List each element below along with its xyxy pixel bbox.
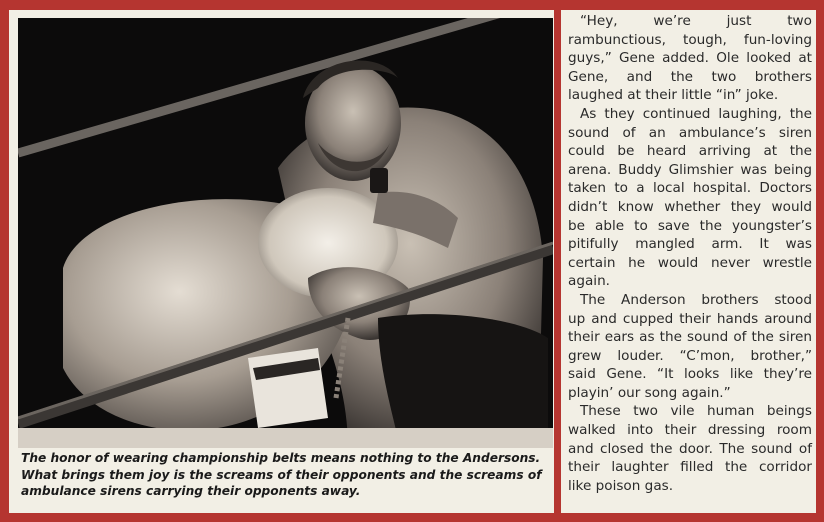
- article-line: sound of an ambulance’s siren: [568, 124, 812, 141]
- article-line: grew louder. “C’mon, brother,”: [568, 347, 812, 364]
- article-line: be able to save the youngster’s: [568, 217, 812, 234]
- wrestling-photo: [18, 18, 553, 448]
- caption-line: What brings them joy is the screams of their opponents and the screams of: [21, 467, 542, 482]
- article-line: As they continued laughing, the: [580, 105, 812, 122]
- article-panel: [561, 10, 816, 513]
- article-line: and closed the door. The sound of: [568, 440, 812, 457]
- photo-panel: [9, 10, 554, 513]
- article-line: said Gene. “It looks like they’re: [568, 366, 812, 383]
- article-line: These two vile human beings: [580, 403, 812, 420]
- article-line: their laughter filled the corridor: [568, 459, 812, 476]
- article-line: playin’ our song again.”: [568, 384, 731, 401]
- caption-line: ambulance sirens carrying their opponents away.: [21, 484, 361, 498]
- article-text: [568, 12, 812, 495]
- article-line: their ears as the sound of the siren: [568, 329, 812, 346]
- article-line: pitifully mangled arm. It was: [568, 236, 812, 253]
- article-line: walked into their dressing room: [568, 422, 812, 439]
- article-line: certain he would never wrestle: [568, 254, 812, 271]
- article-line: didn’t know whether they would: [568, 198, 812, 215]
- wrestling-photo-icon: [18, 18, 553, 448]
- article-line: The Anderson brothers stood: [580, 291, 812, 308]
- photo-caption: [21, 450, 551, 500]
- article-line: “Hey, we’re just two: [580, 13, 812, 29]
- article-line: rambunctious, tough, fun-loving: [568, 31, 812, 48]
- article-line: Gene, and the two brothers: [568, 68, 812, 85]
- caption-line: The honor of wearing championship belts means nothing to the Andersons.: [21, 451, 541, 465]
- article-line: arena. Buddy Glimshier was being: [568, 161, 812, 178]
- article-line: could be heard arriving at the: [568, 143, 812, 160]
- article-line: laughed at their little “in” joke.: [568, 87, 779, 104]
- article-line: taken to a local hospital. Doctors: [568, 180, 812, 197]
- article-line: up and cupped their hands around: [568, 310, 812, 327]
- article-line: like poison gas.: [568, 477, 674, 494]
- article-line: again.: [568, 273, 611, 290]
- article-line: guys,” Gene added. Ole looked at: [568, 50, 812, 67]
